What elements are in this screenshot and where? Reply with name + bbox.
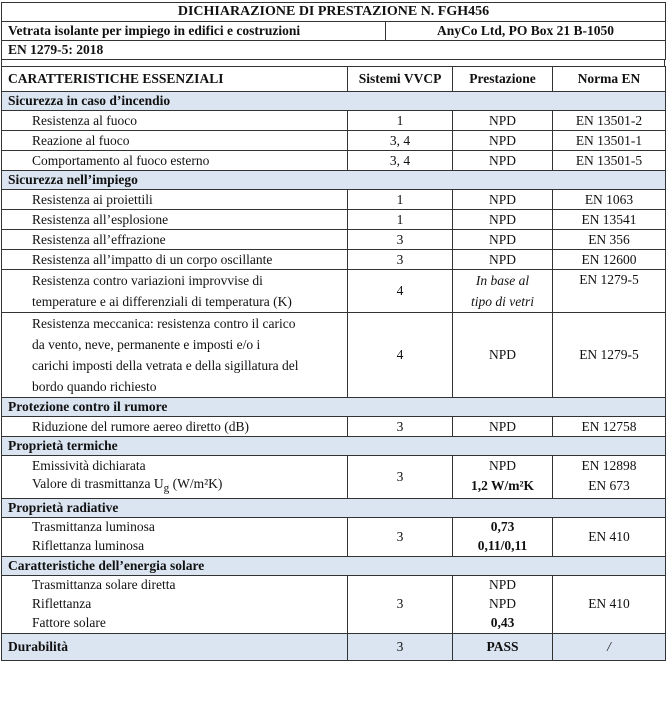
col-header-characteristic: CARATTERISTICHE ESSENZIALI (2, 67, 348, 92)
row-name: Comportamento al fuoco esterno (2, 151, 348, 171)
document-header (1, 2, 666, 60)
table-row (2, 131, 666, 151)
table-row (2, 210, 666, 230)
table-row (2, 456, 666, 476)
table-row (2, 575, 666, 595)
row-performance: NPD (453, 230, 553, 250)
row-norm: EN 356 (553, 230, 666, 250)
row-norm: EN 410 (553, 517, 666, 556)
row-name-line: temperature e ai differenziali di temperatura (K) (32, 294, 292, 309)
row-performance (453, 270, 553, 313)
row-norm: EN 1279-5 (553, 313, 666, 398)
declaration-document (1, 2, 665, 661)
row-performance: NPD (453, 210, 553, 230)
row-norm: EN 13501-1 (553, 131, 666, 151)
row-systems: 4 (348, 313, 453, 398)
section-fire (2, 92, 666, 111)
row-name: Riflettanza (2, 595, 348, 614)
row-systems: 3 (348, 250, 453, 270)
section-noise (2, 398, 666, 417)
row-name: Resistenza al fuoco (2, 111, 348, 131)
row-norm: EN 12600 (553, 250, 666, 270)
row-performance: NPD (453, 111, 553, 131)
row-norm: EN 13501-5 (553, 151, 666, 171)
row-systems: 3 (348, 230, 453, 250)
table-row (2, 250, 666, 270)
row-name: Riduzione del rumore aereo diretto (dB) (2, 417, 348, 437)
row-norm: EN 410 (553, 575, 666, 633)
row-systems: 1 (348, 210, 453, 230)
row-systems: 1 (348, 190, 453, 210)
section-title: Proprietà radiative (2, 498, 666, 517)
row-name: Riflettanza luminosa (2, 537, 348, 557)
row-systems: 3, 4 (348, 151, 453, 171)
col-header-performance: Prestazione (453, 67, 553, 92)
col-header-norm: Norma EN (553, 67, 666, 92)
row-systems: 3 (348, 517, 453, 556)
section-title: Durabilità (2, 633, 348, 660)
row-systems: 3 (348, 633, 453, 660)
row-name: Fattore solare (2, 614, 348, 634)
table-row (2, 151, 666, 171)
row-name: Reazione al fuoco (2, 131, 348, 151)
row-performance: NPD (453, 131, 553, 151)
performance-line: In base al (475, 273, 530, 288)
row-systems: 3, 4 (348, 131, 453, 151)
row-name-line: carichi imposti della vetrata e della sigillatura del (32, 358, 299, 373)
section-thermal (2, 437, 666, 456)
row-name: Emissività dichiarata (2, 456, 348, 476)
characteristics-table (1, 66, 666, 661)
row-performance: NPD (453, 456, 553, 476)
section-title: Proprietà termiche (2, 437, 666, 456)
row-name-line: Resistenza meccanica: resistenza contro il carico (32, 316, 296, 331)
section-title: Sicurezza nell’impiego (2, 171, 666, 190)
row-performance: PASS (453, 633, 553, 660)
row-name: Resistenza ai proiettili (2, 190, 348, 210)
u-value-unit: (W/m²K) (169, 476, 223, 491)
row-performance: NPD (453, 313, 553, 398)
table-row (2, 313, 666, 398)
section-radiative (2, 498, 666, 517)
row-name (2, 270, 348, 313)
section-title: Caratteristiche dell’energia solare (2, 556, 666, 575)
row-performance: NPD (453, 417, 553, 437)
row-performance: 0,73 (453, 517, 553, 537)
section-title: Protezione contro il rumore (2, 398, 666, 417)
row-name: Trasmittanza solare diretta (2, 575, 348, 595)
table-row (2, 230, 666, 250)
section-solar (2, 556, 666, 575)
product-description: Vetrata isolante per impiego in edifici e costruzioni (2, 22, 386, 41)
row-name-line: Resistenza contro variazioni improvvise di (32, 273, 263, 288)
row-performance: NPD (453, 575, 553, 595)
row-norm: EN 12758 (553, 417, 666, 437)
row-norm: / (553, 633, 666, 660)
row-name (2, 313, 348, 398)
section-safety (2, 171, 666, 190)
row-performance: 1,2 W/m²K (453, 475, 553, 498)
table-row (2, 417, 666, 437)
performance-line: tipo di vetri (471, 294, 534, 309)
row-name: Trasmittanza luminosa (2, 517, 348, 537)
row-performance: 0,11/0,11 (453, 537, 553, 557)
row-norm: EN 673 (553, 475, 666, 498)
table-row (2, 475, 666, 498)
row-norm: EN 1279-5 (553, 270, 666, 313)
row-name-line: da vento, neve, permanente e imposti e/o i (32, 337, 261, 352)
row-performance: 0,43 (453, 614, 553, 634)
row-norm: EN 12898 (553, 456, 666, 476)
row-name: Resistenza all’esplosione (2, 210, 348, 230)
table-row (2, 111, 666, 131)
table-row (2, 270, 666, 313)
row-performance: NPD (453, 190, 553, 210)
company-info: AnyCo Ltd, PO Box 21 B-1050 (386, 22, 666, 41)
row-performance: NPD (453, 595, 553, 614)
row-name-line: bordo quando richiesto (32, 379, 157, 394)
row-systems: 3 (348, 456, 453, 499)
row-systems: 3 (348, 575, 453, 633)
col-header-systems: Sistemi VVCP (348, 67, 453, 92)
document-title: DICHIARAZIONE DI PRESTAZIONE N. FGH456 (2, 3, 666, 22)
table-row (2, 190, 666, 210)
row-norm: EN 13541 (553, 210, 666, 230)
row-norm: EN 13501-2 (553, 111, 666, 131)
standard-reference: EN 1279-5: 2018 (2, 41, 666, 60)
row-performance: NPD (453, 250, 553, 270)
row-name: Resistenza all’impatto di un corpo oscillante (2, 250, 348, 270)
row-norm: EN 1063 (553, 190, 666, 210)
row-systems: 4 (348, 270, 453, 313)
u-value-subscript: g (163, 482, 170, 495)
table-row (2, 517, 666, 537)
section-title: Sicurezza in caso d’incendio (2, 92, 666, 111)
row-performance: NPD (453, 151, 553, 171)
u-value-label: Valore di trasmittanza U (32, 476, 164, 491)
row-name (2, 475, 348, 498)
table-header-row (2, 67, 666, 92)
row-systems: 3 (348, 417, 453, 437)
row-name: Resistenza all’effrazione (2, 230, 348, 250)
row-systems: 1 (348, 111, 453, 131)
section-durability (2, 633, 666, 660)
